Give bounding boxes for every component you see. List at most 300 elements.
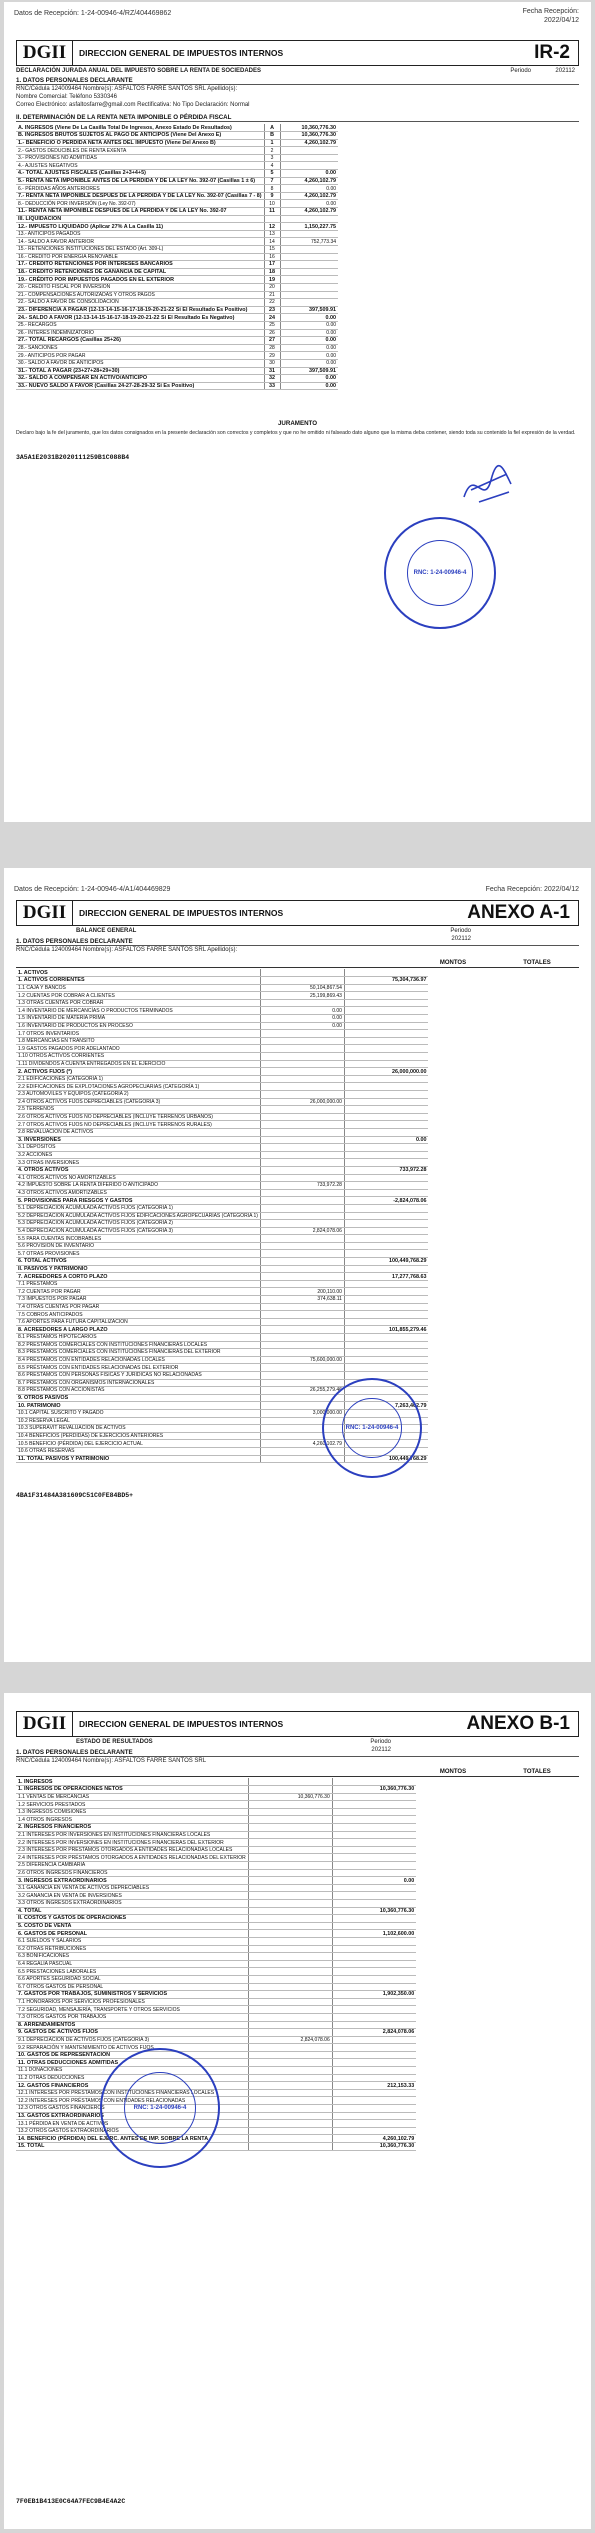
line-item-row (16, 321, 338, 329)
line-item-label: 8. ARRENDAMIENTOS (16, 2021, 248, 2029)
line-item-amount (248, 2127, 332, 2135)
line-item-label: 2.2 EDIFICACIONES DE EXPLOTACIONES AGROPECUARIAS (CATEGORÍA 1) (16, 1083, 260, 1091)
document-hash: 7F0EB1B413E0C64A7FEC9B4E4A2C (16, 2498, 126, 2505)
line-item-row (16, 170, 338, 178)
line-item-total (344, 1371, 428, 1379)
line-item-total (332, 1846, 416, 1854)
commercial-line: Nombre Comercial: Teléfono 5330346 (16, 94, 117, 100)
line-item-total (344, 1037, 428, 1045)
line-item-row (16, 230, 338, 238)
line-item-label: 18.- CRÉDITO RETENCIONES DE GANANCIA DE CAPITAL (16, 268, 264, 276)
line-item-label: 20.- CRÉDITO FISCAL POR INVERSIÓN (16, 283, 264, 291)
line-item-label: 9.1 DEPRECIACIÓN DE ACTIVOS FIJOS (CATEGORÍA 3) (16, 2036, 248, 2044)
line-item-total (344, 1060, 428, 1068)
line-item-row (16, 1816, 416, 1824)
line-item-label: 7.1 HONORARIOS POR SERVICIOS PROFESIONALES (16, 1998, 248, 2006)
header-title: DIRECCION GENERAL DE IMPUESTOS INTERNOS (79, 908, 284, 918)
line-item-row (16, 1128, 428, 1136)
line-item-row (16, 223, 338, 231)
line-item-row (16, 1280, 428, 1288)
line-item-value: 0.00 (280, 382, 338, 390)
line-item-total (332, 1968, 416, 1976)
line-item-box-number (264, 215, 280, 223)
line-item-label: 6.6 APORTES SEGURIDAD SOCIAL (16, 1975, 248, 1983)
line-item-box-number: 18 (264, 268, 280, 276)
line-item-row (16, 329, 338, 337)
line-item-total (344, 1311, 428, 1319)
line-item-total (344, 1128, 428, 1136)
line-item-amount (248, 1945, 332, 1953)
line-item-amount (248, 2105, 332, 2113)
line-item-label: 24.- SALDO A FAVOR (12-13-14-15-16-17-18-19-20-21-22 Si El Resultado Es Negativo) (16, 314, 264, 322)
line-item-row (16, 1106, 428, 1114)
line-item-row (16, 2143, 416, 2151)
line-item-row (16, 382, 338, 390)
line-item-amount (248, 2135, 332, 2143)
line-item-amount (248, 1922, 332, 1930)
line-item-box-number: 29 (264, 352, 280, 360)
line-item-value: 4,260,102.79 (280, 177, 338, 185)
line-item-amount (248, 2097, 332, 2105)
line-item-label: 10. GASTOS DE REPRESENTACIÓN (16, 2051, 248, 2059)
period-value: 202112 (371, 1747, 391, 1753)
line-item-label: 2.5 DIFERENCIA CAMBIARIA (16, 1862, 248, 1870)
line-item-amount (260, 1341, 344, 1349)
line-item-total (344, 1182, 428, 1190)
line-item-row (16, 352, 338, 360)
line-item-row (16, 276, 338, 284)
line-item-row (16, 367, 338, 375)
line-item-amount (260, 1242, 344, 1250)
line-item-label: 1. INGRESOS DE OPERACIONES NETOS (16, 1786, 248, 1794)
line-item-label: 3.2 ACCIONES (16, 1151, 260, 1159)
line-item-total (332, 1945, 416, 1953)
line-item-row (16, 1220, 428, 1228)
line-item-label: 15.- RETENCIONES INSTITUCIONES DEL ESTADO (Art. 309-L) (16, 246, 264, 254)
period-value: 202112 (555, 68, 575, 74)
line-item-row (16, 154, 338, 162)
line-item-label: 10. PATRIMONIO (16, 1402, 260, 1410)
line-item-label: 4.3 OTROS ACTIVOS AMORTIZABLES (16, 1189, 260, 1197)
line-item-amount (248, 2074, 332, 2082)
line-item-amount: 75,600,000.00 (260, 1356, 344, 1364)
line-item-row (16, 1159, 428, 1167)
line-item-row (16, 1037, 428, 1045)
line-item-value (280, 268, 338, 276)
line-item-label: 5.1 DEPRECIACIÓN ACUMULADA ACTIVOS FIJOS (CATEGORÍA 1) (16, 1204, 260, 1212)
line-item-total: 100,449,768.29 (344, 1258, 428, 1266)
line-item-value (280, 299, 338, 307)
line-item-value (280, 230, 338, 238)
line-item-row (16, 1311, 428, 1319)
line-item-box-number: 32 (264, 375, 280, 383)
line-item-amount (248, 1877, 332, 1885)
line-item-row (16, 337, 338, 345)
line-item-box-number: 9 (264, 192, 280, 200)
line-item-row (16, 1334, 428, 1342)
line-item-label: 4.- AJUSTES NEGATIVOS (16, 162, 264, 170)
line-item-label: 2.5 TERRENOS (16, 1106, 260, 1114)
line-item-label: 3.1 GANANCIA EN VENTA DE ACTIVOS DEPRECIABLES (16, 1884, 248, 1892)
line-item-label: 2.4 OTROS ACTIVOS FIJOS DEPRECIABLES (CATEGORÍA 3) (16, 1098, 260, 1106)
line-item-row (16, 977, 428, 985)
line-item-value (280, 291, 338, 299)
line-item-label: 6.2 OTRAS RETRIBUCIONES (16, 1945, 248, 1953)
line-item-amount (248, 2112, 332, 2120)
line-item-label: II. PASIVOS Y PATRIMONIO (16, 1265, 260, 1273)
form-header (16, 900, 579, 926)
line-item-amount (248, 1892, 332, 1900)
line-item-amount (260, 1371, 344, 1379)
reception-date: Fecha Recepción: 2022/04/12 (485, 886, 579, 893)
line-item-box-number: 14 (264, 238, 280, 246)
line-item-amount (260, 1151, 344, 1159)
line-item-row (16, 253, 338, 261)
line-item-label: 32.- SALDO A COMPENSAR EN ACTIVO/ANTICIPO (16, 375, 264, 383)
line-item-amount (260, 1318, 344, 1326)
line-item-row (16, 192, 338, 200)
line-item-label: 25.- RECARGOS (16, 321, 264, 329)
line-item-amount (260, 1265, 344, 1273)
line-item-label: 7.2 SEGURIDAD, MENSAJERÍA, TRANSPORTE Y OTROS SERVICIOS (16, 2006, 248, 2014)
line-item-row (16, 2029, 416, 2037)
line-item-box-number: 13 (264, 230, 280, 238)
taxpayer-line: RNC/Cédula 124009464 Nombre(s): ASFALTOS FARRE SANTOS SRL Apellido(s): (16, 86, 238, 92)
line-item-row (16, 306, 338, 314)
line-item-value (280, 276, 338, 284)
line-item-amount (248, 1854, 332, 1862)
line-item-amount (260, 1280, 344, 1288)
line-item-label: 10.1 CAPITAL SUSCRITO Y PAGADO (16, 1409, 260, 1417)
line-item-label: 8. ACREEDORES A LARGO PLAZO (16, 1326, 260, 1334)
line-item-label: 8.7 PRÉSTAMOS CON ORGANISMOS INTERNACIONALES (16, 1379, 260, 1387)
line-item-amount (248, 1808, 332, 1816)
line-item-label: 6.4 REGALÍA PASCUAL (16, 1960, 248, 1968)
line-item-total (332, 1983, 416, 1991)
line-item-row (16, 1083, 428, 1091)
line-item-amount (248, 1960, 332, 1968)
line-item-total (332, 2006, 416, 2014)
line-item-row (16, 1144, 428, 1152)
line-item-label: 1.2 SERVICIOS PRESTADOS (16, 1801, 248, 1809)
line-item-label: 6.- PÉRDIDAS AÑOS ANTERIORES (16, 185, 264, 193)
line-item-box-number: 25 (264, 321, 280, 329)
line-item-label: 1.- BENEFICIO O PÉRDIDA NETA ANTES DEL IMPUESTO (Viene Del Anexo B) (16, 139, 264, 147)
line-item-box-number: 26 (264, 329, 280, 337)
line-item-row (16, 1045, 428, 1053)
line-item-box-number: 20 (264, 283, 280, 291)
line-item-row (16, 177, 338, 185)
document-hash: 4BA1F31484A381609C51C0FE84BD5+ (16, 1492, 134, 1499)
line-item-label: 5.7 OTRAS PROVISIONES (16, 1250, 260, 1258)
line-item-total (332, 2021, 416, 2029)
line-item-total (332, 1862, 416, 1870)
line-item-box-number: A (264, 124, 280, 132)
line-item-box-number: 27 (264, 337, 280, 345)
line-item-row (16, 1915, 416, 1923)
line-item-label: 29.- ANTICIPOS POR PAGAR (16, 352, 264, 360)
line-item-row (16, 1166, 428, 1174)
line-item-box-number: 23 (264, 306, 280, 314)
line-item-row (16, 2059, 416, 2067)
line-item-label: 2. ACTIVOS FIJOS (*) (16, 1068, 260, 1076)
line-item-row (16, 1189, 428, 1197)
line-item-amount (260, 1334, 344, 1342)
line-item-amount (248, 1975, 332, 1983)
line-item-amount: 0.00 (260, 1022, 344, 1030)
section-determination: II. DETERMINACIÓN DE LA RENTA NETA IMPONIBLE O PÉRDIDA FISCAL (16, 114, 579, 122)
line-item-amount (248, 1900, 332, 1908)
line-item-box-number: 15 (264, 246, 280, 254)
line-item-label: 1.1 VENTAS DE MERCANCÍAS (16, 1793, 248, 1801)
line-item-label: 23.- DIFERENCIA A PAGAR (12-13-14-15-16-17-18-19-20-21-22 Si El Resultado Es Positivo) (16, 306, 264, 314)
line-item-row (16, 2044, 416, 2052)
line-item-row (16, 1998, 416, 2006)
line-item-total (332, 1915, 416, 1923)
line-item-row (16, 1242, 428, 1250)
line-item-label: 10.6 OTRAS RESERVAS (16, 1447, 260, 1455)
line-item-amount (260, 1258, 344, 1266)
line-item-value: 0.00 (280, 170, 338, 178)
line-item-label: 12.3 OTROS GASTOS FINANCIEROS (16, 2105, 248, 2113)
line-item-amount (260, 1053, 344, 1061)
line-item-row (16, 1174, 428, 1182)
line-item-row (16, 984, 428, 992)
line-item-row (16, 1824, 416, 1832)
line-item-amount (260, 1083, 344, 1091)
line-item-row (16, 1258, 428, 1266)
line-item-amount: 200,110.00 (260, 1288, 344, 1296)
line-item-row (16, 1197, 428, 1205)
line-item-amount (260, 1379, 344, 1387)
line-item-label: 2.6 OTROS ACTIVOS FIJOS NO DEPRECIABLES (INCLUYE TERRENOS URBANOS) (16, 1113, 260, 1121)
line-item-label: 2.3 INTERESES POR PRÉSTAMOS OTORGADOS A ENTIDADES RELACIONADAS LOCALES (16, 1846, 248, 1854)
line-item-total (332, 1900, 416, 1908)
line-item-total (344, 1280, 428, 1288)
line-item-row (16, 2021, 416, 2029)
line-item-amount: 733,972.28 (260, 1182, 344, 1190)
line-item-total (344, 1303, 428, 1311)
line-item-label: 8.2 PRÉSTAMOS COMERCIALES CON INSTITUCIONES FINANCIERAS LOCALES (16, 1341, 260, 1349)
line-item-label: 1.6 INVENTARIO DE PRODUCTOS EN PROCESO (16, 1022, 260, 1030)
line-item-total (332, 2059, 416, 2067)
line-item-amount (260, 1349, 344, 1357)
period-label: Periodo (450, 928, 471, 934)
line-item-label: 13.2 OTROS GASTOS EXTRAORDINARIOS (16, 2127, 248, 2135)
line-item-total (344, 1022, 428, 1030)
line-item-label: 3.2 GANANCIA EN VENTA DE INVERSIONES (16, 1892, 248, 1900)
line-item-label: 1. INGRESOS (16, 1778, 248, 1786)
line-item-total (332, 1801, 416, 1809)
line-item-label: 7.- RENTA NETA IMPONIBLE DESPUÉS DE LA PÉRDIDA Y DE LA LEY No. 392-07 (Casillas 7 - 8) (16, 192, 264, 200)
line-item-label: 9. GASTOS DE ACTIVOS FIJOS (16, 2029, 248, 2037)
line-item-box-number: 16 (264, 253, 280, 261)
line-item-total (332, 2120, 416, 2128)
line-item-total: 100,449,768.29 (344, 1455, 428, 1463)
line-item-label: 12.- IMPUESTO LIQUIDADO (Aplicar 27% A La Casilla 11) (16, 223, 264, 231)
line-item-amount: 26,255,279.46 (260, 1387, 344, 1395)
line-item-label: 1.3 INGRESOS COMISIONES (16, 1808, 248, 1816)
line-item-amount: 4,260,102.79 (260, 1440, 344, 1448)
line-item-total (344, 1227, 428, 1235)
line-item-row (16, 1892, 416, 1900)
line-item-total (332, 2089, 416, 2097)
line-item-amount (248, 1884, 332, 1892)
line-item-total: 10,360,776.30 (332, 1786, 416, 1794)
line-item-amount (260, 1197, 344, 1205)
line-item-total: 733,972.28 (344, 1166, 428, 1174)
line-item-total (344, 969, 428, 977)
section-personal-data: 1. DATOS PERSONALES DECLARANTE (16, 938, 579, 946)
line-item-total (344, 1334, 428, 1342)
line-item-amount (260, 1235, 344, 1243)
line-item-amount (248, 2067, 332, 2075)
period-label: Periodo (510, 68, 531, 74)
line-item-total: 17,277,768.63 (344, 1273, 428, 1281)
line-item-amount (248, 1937, 332, 1945)
line-item-total (332, 1884, 416, 1892)
line-item-amount: 50,104,867.54 (260, 984, 344, 992)
form-subtitle: BALANCE GENERAL (76, 928, 137, 934)
line-item-total (344, 1091, 428, 1099)
line-item-row (16, 185, 338, 193)
line-item-row (16, 375, 338, 383)
line-item-total (332, 1922, 416, 1930)
line-item-label: 5. COSTO DE VENTA (16, 1922, 248, 1930)
line-item-row (16, 1022, 428, 1030)
line-item-amount (260, 1045, 344, 1053)
line-item-row (16, 299, 338, 307)
line-item-row (16, 1960, 416, 1968)
line-item-total (344, 1159, 428, 1167)
line-item-label: 5. PROVISIONES PARA RIESGOS Y GASTOS (16, 1197, 260, 1205)
line-item-value (280, 283, 338, 291)
column-headers (16, 960, 579, 968)
line-item-box-number: 17 (264, 261, 280, 269)
line-item-label: 19.- CRÉDITO POR IMPUESTOS PAGADOS EN EL EXTERIOR (16, 276, 264, 284)
line-item-box-number: 7 (264, 177, 280, 185)
line-item-label: 13.1 PÉRDIDA EN VENTA DE ACTIVOS (16, 2120, 248, 2128)
line-item-row (16, 314, 338, 322)
line-item-amount (260, 1212, 344, 1220)
line-item-total (344, 1007, 428, 1015)
line-item-row (16, 1212, 428, 1220)
line-item-total (344, 1356, 428, 1364)
ir2-lines-table (16, 124, 338, 390)
line-item-value (280, 261, 338, 269)
line-item-row (16, 291, 338, 299)
company-seal (322, 1378, 422, 1478)
line-item-total (344, 999, 428, 1007)
line-item-amount (260, 1030, 344, 1038)
line-item-total (332, 1808, 416, 1816)
line-item-row (16, 1839, 416, 1847)
line-item-row (16, 1060, 428, 1068)
line-item-label: 8.3 PRÉSTAMOS COMERCIALES CON INSTITUCIONES FINANCIERAS DEL EXTERIOR (16, 1349, 260, 1357)
line-item-total (344, 1288, 428, 1296)
line-item-total: 0.00 (344, 1136, 428, 1144)
line-item-label: 31.- TOTAL A PAGAR (23+27+28+29+30) (16, 367, 264, 375)
line-item-label: 2.3 AUTOMÓVILES Y EQUIPOS (CATEGORÍA 2) (16, 1091, 260, 1099)
line-item-label: 2.7 OTROS ACTIVOS FIJOS NO DEPRECIABLES (INCLUYE TERRENOS RURALES) (16, 1121, 260, 1129)
line-item-row (16, 1793, 416, 1801)
line-item-total (332, 2067, 416, 2075)
line-item-row (16, 147, 338, 155)
line-item-row (16, 1265, 428, 1273)
period-value: 202112 (451, 936, 471, 942)
line-item-label: 11.2 OTRAS DEDUCCIONES (16, 2074, 248, 2082)
line-item-row (16, 2013, 416, 2021)
line-item-box-number: 4 (264, 162, 280, 170)
line-item-amount (260, 1106, 344, 1114)
line-item-box-number: 10 (264, 200, 280, 208)
line-item-label: 11. TOTAL PASIVOS Y PATRIMONIO (16, 1455, 260, 1463)
line-item-amount (248, 1786, 332, 1794)
line-item-amount (260, 1159, 344, 1167)
line-item-total (332, 1854, 416, 1862)
line-item-total: 2,824,078.06 (332, 2029, 416, 2037)
line-item-label: 8.8 PRÉSTAMOS CON ACCIONISTAS (16, 1387, 260, 1395)
line-item-row (16, 1801, 416, 1809)
line-item-row (16, 969, 428, 977)
line-item-amount (248, 2021, 332, 2029)
line-item-row (16, 1356, 428, 1364)
line-item-label: 1.4 INVENTARIO DE MERCANCÍAS O PRODUCTOS TERMINADOS (16, 1007, 260, 1015)
line-item-label: 5.4 DEPRECIACIÓN ACUMULADA ACTIVOS FIJOS (CATEGORÍA 3) (16, 1227, 260, 1235)
line-item-label: 6. TOTAL ACTIVOS (16, 1258, 260, 1266)
line-item-label: 10.4 BENEFICIOS (PÉRDIDAS) DE EJERCICIOS ANTERIORES (16, 1432, 260, 1440)
line-item-label: 4. TOTAL (16, 1907, 248, 1915)
line-item-value (280, 253, 338, 261)
line-item-row (16, 2051, 416, 2059)
line-item-value: 0.00 (280, 314, 338, 322)
line-item-total (344, 1318, 428, 1326)
line-item-box-number: 21 (264, 291, 280, 299)
line-item-row (16, 1937, 416, 1945)
signature-mark (459, 462, 519, 512)
line-item-label: 8.4 PRÉSTAMOS CON ENTIDADES RELACIONADAS LOCALES (16, 1356, 260, 1364)
line-item-box-number: 5 (264, 170, 280, 178)
line-item-value: 4,260,102.79 (280, 192, 338, 200)
line-item-label: 9.2 REPARACIÓN Y MANTENIMIENTO DE ACTIVOS FIJOS (16, 2044, 248, 2052)
line-item-row (16, 1778, 416, 1786)
line-item-amount (260, 1174, 344, 1182)
header-title: DIRECCION GENERAL DE IMPUESTOS INTERNOS (79, 48, 284, 58)
line-item-total (344, 1174, 428, 1182)
line-item-row (16, 1831, 416, 1839)
line-item-label: 1.7 OTROS INVENTARIOS (16, 1030, 260, 1038)
line-item-value (280, 147, 338, 155)
line-item-total: 101,855,279.46 (344, 1326, 428, 1334)
line-item-amount (248, 1831, 332, 1839)
section-personal-data: 1. DATOS PERSONALES DECLARANTE (16, 77, 579, 85)
line-item-row (16, 2135, 416, 2143)
line-item-amount (248, 2089, 332, 2097)
line-item-value: 397,509.91 (280, 306, 338, 314)
line-item-total (332, 2105, 416, 2113)
line-item-label: 1.4 OTROS INGRESOS (16, 1816, 248, 1824)
line-item-row (16, 246, 338, 254)
line-item-total (332, 2074, 416, 2082)
line-item-amount (260, 1128, 344, 1136)
line-item-total: 10,360,776.30 (332, 2143, 416, 2151)
form-header (16, 40, 579, 66)
line-item-total (344, 1151, 428, 1159)
line-item-total (332, 2051, 416, 2059)
line-item-label: 3. INGRESOS EXTRAORDINARIOS (16, 1877, 248, 1885)
line-item-label: 7. GASTOS POR TRABAJOS, SUMINISTROS Y SERVICIOS (16, 1991, 248, 1999)
line-item-total (344, 1113, 428, 1121)
